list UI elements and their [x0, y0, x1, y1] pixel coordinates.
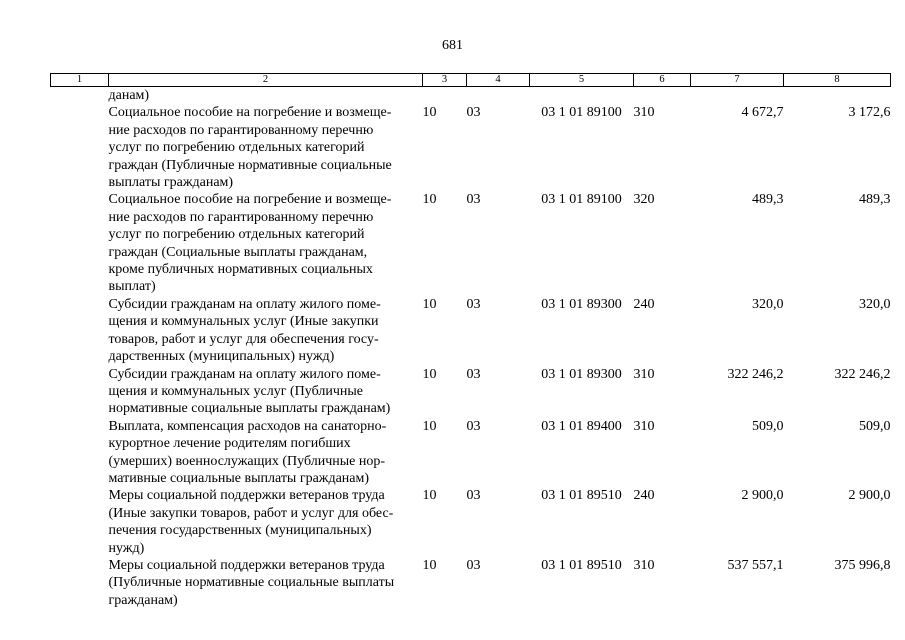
row-description: Меры социальной поддержки ветеранов труда (Публичные нормативные социальные выплаты гражданам): [108, 557, 395, 608]
column-header-8: 8: [784, 74, 891, 87]
page-number: 681: [442, 38, 463, 53]
row-blank-cell: [51, 418, 109, 488]
row-amount-2: 509,0: [859, 418, 891, 434]
row-blank-cell: [51, 557, 109, 609]
column-header-4: 4: [467, 74, 530, 87]
table-row: [51, 296, 891, 366]
table-row: [51, 366, 891, 418]
table-row: [51, 191, 891, 295]
row-section: 10: [422, 296, 437, 312]
row-expense-type: 310: [633, 105, 655, 121]
table-row: [51, 104, 891, 191]
row-amount-1: 537 557,1: [727, 557, 784, 573]
row-amount-2: 3 172,6: [848, 105, 891, 121]
row-blank-cell: [51, 366, 109, 418]
row-expense-type: 320: [633, 192, 655, 208]
column-header-7: 7: [691, 74, 784, 87]
row-section: 10: [422, 105, 437, 121]
row-expense-type: 310: [633, 366, 655, 382]
row-amount-2: 320,0: [859, 296, 891, 312]
continuation-row: [51, 87, 891, 105]
row-target-code: 03 1 01 89510: [541, 557, 622, 573]
row-subsection: 03: [466, 296, 481, 312]
column-header-2: 2: [109, 74, 423, 87]
row-target-code: 03 1 01 89300: [541, 366, 622, 382]
row-target-code: 03 1 01 89300: [541, 296, 622, 312]
row-section: 10: [422, 488, 437, 504]
row-subsection: 03: [466, 488, 481, 504]
row-expense-type: 240: [633, 296, 655, 312]
table-row: [51, 557, 891, 609]
row-target-code: 03 1 01 89400: [541, 418, 622, 434]
row-section: 10: [422, 557, 437, 573]
row-description: Социальное пособие на погребение и возмеще- ние расходов по гарантированному перечню услуг по погребению отдельных категорий граждан (Социальные выплаты гражданам, кроме публичных нормативных социальных выплат): [108, 192, 392, 295]
budget-table: [50, 73, 891, 609]
column-header-1: 1: [51, 74, 109, 87]
row-expense-type: 310: [633, 557, 655, 573]
row-blank-cell: [51, 296, 109, 366]
table-row: [51, 418, 891, 488]
row-amount-2: 322 246,2: [834, 366, 891, 382]
row-amount-1: 489,3: [752, 192, 784, 208]
column-header-5: 5: [530, 74, 634, 87]
continuation-text: данам): [108, 88, 150, 103]
row-amount-2: 375 996,8: [834, 557, 891, 573]
row-amount-1: 4 672,7: [741, 105, 784, 121]
row-blank-cell: [51, 104, 109, 191]
column-number-header: [51, 74, 891, 87]
row-description: Субсидии гражданам на оплату жилого поме- щения и коммунальных услуг (Иные закупки товаров, работ и услуг для обеспечения госу- дарственных (муниципальных) нужд): [108, 296, 381, 365]
row-blank-cell: [51, 191, 109, 295]
column-header-6: 6: [634, 74, 691, 87]
row-target-code: 03 1 01 89100: [541, 105, 622, 121]
table-row: [51, 487, 891, 557]
row-subsection: 03: [466, 105, 481, 121]
row-target-code: 03 1 01 89510: [541, 488, 622, 504]
row-expense-type: 240: [633, 488, 655, 504]
row-amount-1: 2 900,0: [741, 488, 784, 504]
column-header-3: 3: [423, 74, 467, 87]
row-description: Меры социальной поддержки ветеранов труда (Иные закупки товаров, работ и услуг для обес- печения государственных (муниципальных) нужд): [108, 488, 394, 556]
row-amount-1: 509,0: [752, 418, 784, 434]
row-expense-type: 310: [633, 418, 655, 434]
row-subsection: 03: [466, 418, 481, 434]
row-section: 10: [422, 366, 437, 382]
row-subsection: 03: [466, 557, 481, 573]
row-section: 10: [422, 418, 437, 434]
row-amount-1: 322 246,2: [727, 366, 784, 382]
row-description: Социальное пособие на погребение и возмеще- ние расходов по гарантированному перечню услуг по погребению отдельных категорий граждан (Публичные нормативные социальные выплаты гражданам): [108, 105, 392, 191]
row-blank-cell: [51, 487, 109, 557]
row-description: Выплата, компенсация расходов на санаторно- курортное лечение родителям погибших (умерших) военнослужащих (Публичные нор- мативные социальные выплаты гражданам): [108, 418, 387, 486]
row-subsection: 03: [466, 366, 481, 382]
row-subsection: 03: [466, 192, 481, 208]
row-section: 10: [422, 192, 437, 208]
row-amount-1: 320,0: [752, 296, 784, 312]
row-target-code: 03 1 01 89100: [541, 192, 622, 208]
row-amount-2: 2 900,0: [848, 488, 891, 504]
row-description: Субсидии гражданам на оплату жилого поме- щения и коммунальных услуг (Публичные нормативные социальные выплаты гражданам): [108, 366, 391, 417]
row-amount-2: 489,3: [859, 192, 891, 208]
